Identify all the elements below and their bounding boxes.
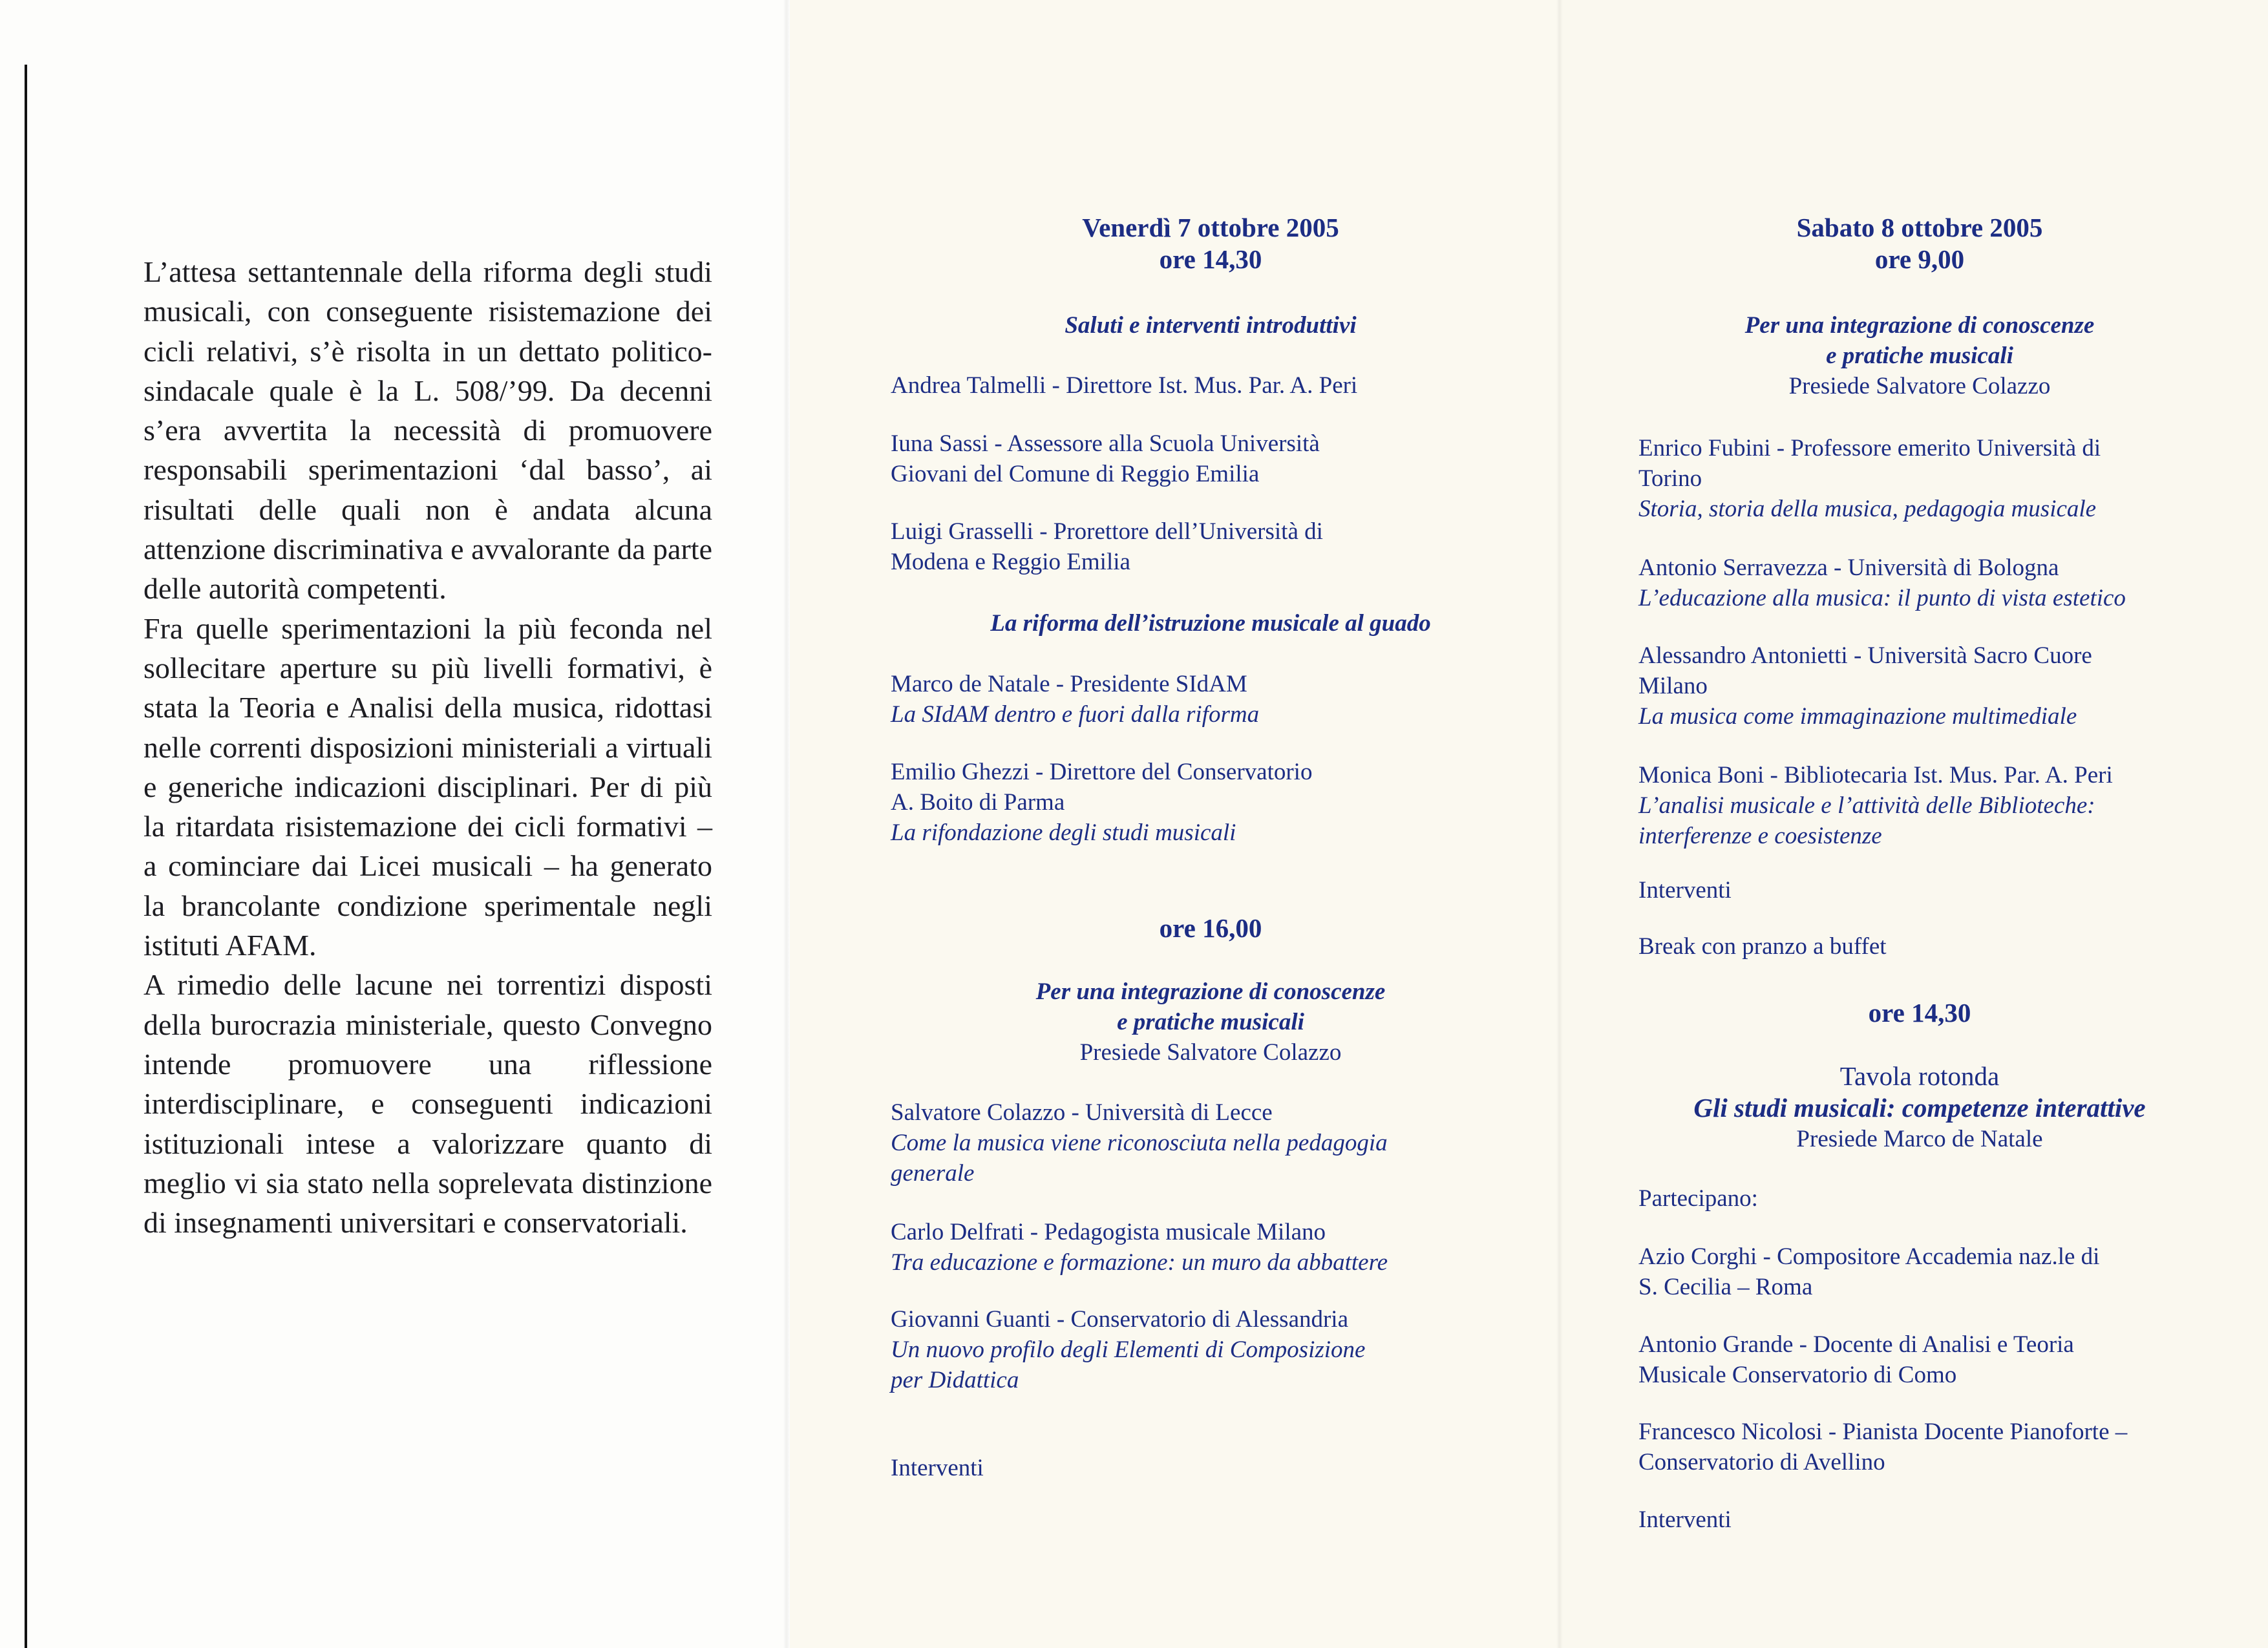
fold-line [1556, 0, 1563, 1648]
talk-entry: Alessandro Antonietti - Università Sacro Cuore Milano La musica come immaginazione multimediale [1638, 640, 2259, 732]
participants-label: Partecipano: [1638, 1185, 1758, 1212]
speaker-role: Musicale Conservatorio di Como [1638, 1362, 1957, 1388]
intro-paragraph: L’attesa settantennale della riforma degli studi musicali, con conseguente risistemazione dei cicli relativi, s’è risolta in un dettato politico-sindacale quale è la L. 508/’99. Da decenni s’era avvertita la necessità di promuovere responsabili sperimentazioni ‘dal basso’, ai risultati delle quali non è andata alcuna attenzione discriminativa e avvalorante da parte delle autorità competenti. [143, 255, 712, 606]
talk-entry: Carlo Delfrati - Pedagogista musicale Milano Tra educazione e formazione: un muro da abbattere [891, 1217, 1531, 1278]
talk-title: interferenze e coesistenze [1638, 823, 1882, 849]
speaker-role: Bibliotecaria Ist. Mus. Par. A. Peri [1784, 762, 2113, 788]
speaker-name: Antonio Grande [1638, 1331, 1794, 1358]
speaker-role: A. Boito di Parma [891, 789, 1065, 816]
speaker-role: Assessore alla Scuola Università [1006, 430, 1320, 457]
talk-title: per Didattica [891, 1367, 1019, 1393]
talk-entry: Giovanni Guanti - Conservatorio di Alessandria Un nuovo profilo degli Elementi di Composizione per Didattica [891, 1304, 1531, 1395]
talk-entry: Luigi Grasselli - Prorettore dell’Università di Modena e Reggio Emilia [891, 516, 1531, 577]
speaker-role: Università di Bologna [1847, 555, 2059, 581]
participant-entry: Antonio Grande - Docente di Analisi e Teoria Musicale Conservatorio di Como [1638, 1329, 2259, 1390]
speaker-name: Iuna Sassi [891, 430, 989, 457]
talk-entry: Antonio Serravezza - Università di Bologna L’educazione alla musica: il punto di vista estetico [1638, 553, 2259, 613]
participant-entry: Azio Corghi - Compositore Accademia naz.le di S. Cecilia – Roma [1638, 1241, 2259, 1302]
speaker-name: Andrea Talmelli [891, 372, 1046, 399]
speaker-name: Salvatore Colazzo [891, 1099, 1066, 1126]
session-title: Saluti e interventi introduttivi [1065, 312, 1357, 339]
talk-entry: Marco de Natale - Presidente SIdAM La SIdAM dentro e fuori dalla riforma [891, 669, 1531, 730]
speaker-role: Giovani del Comune di Reggio Emilia [891, 461, 1260, 487]
speaker-role: Direttore del Conservatorio [1049, 759, 1313, 785]
break-note: Break con pranzo a buffet [1638, 933, 1887, 960]
session-time: ore 9,00 [1874, 244, 1965, 274]
speaker-role: Docente di Analisi e Teoria [1813, 1331, 2074, 1358]
closing-note: Interventi [1638, 877, 1732, 903]
speaker-role: Torino [1638, 465, 1702, 492]
speaker-role: Direttore Ist. Mus. Par. A. Peri [1066, 372, 1358, 399]
speaker-role: Presidente SIdAM [1070, 671, 1247, 697]
talk-entry: Enrico Fubini - Professore emerito Università di Torino Storia, storia della musica, pedagogia musicale [1638, 433, 2259, 524]
intro-paragraph: Fra quelle sperimentazioni la più feconda nel sollecitare aperture su più livelli formativi, è stata la Teoria e Analisi della musica, ridottasi nelle correnti disposizioni ministeriali a virtuali e generiche indicazioni disciplinari. Per di più la ritardata risistemazione dei cicli formativi – a cominciare dai Licei musicali – ha generato la brancolante condizione sperimentale negli istituti AFAM. [143, 611, 712, 962]
session-chair: Presiede Salvatore Colazzo [1079, 1039, 1342, 1066]
intro-paragraph: A rimedio delle lacune nei torrentizi disposti della burocrazia ministeriale, questo Convegno intende promuovere una riflessione interdisciplinare, e conseguenti indicazioni istituzionali intese a valorizzare quanto di meglio vi sia stato nella soprelevata distinzione di insegnamenti universitari e conservatoriali. [143, 968, 712, 1240]
speaker-name: Luigi Grasselli [891, 518, 1033, 545]
speaker-role: Milano [1638, 673, 1708, 699]
session-time: ore 16,00 [1159, 913, 1262, 943]
fold-line [783, 0, 790, 1648]
talk-entry: Andrea Talmelli - Direttore Ist. Mus. Par. A. Peri [891, 372, 1358, 399]
speaker-name: Francesco Nicolosi [1638, 1419, 1823, 1445]
speaker-name: Marco de Natale [891, 671, 1050, 697]
speaker-role: Prorettore dell’Università di [1053, 518, 1323, 545]
speaker-role: Pianista Docente Pianoforte – [1842, 1419, 2128, 1445]
speaker-name: Monica Boni [1638, 762, 1765, 788]
talk-entry: Monica Boni - Bibliotecaria Ist. Mus. Par. A. Peri L’analisi musicale e l’attività delle Biblioteche: interferenze e coesistenze [1638, 760, 2259, 851]
session-header [1638, 310, 2201, 401]
speaker-role: Conservatorio di Avellino [1638, 1449, 1885, 1475]
speaker-name: Giovanni Guanti [891, 1306, 1051, 1333]
speaker-role: S. Cecilia – Roma [1638, 1274, 1813, 1300]
session-title: e pratiche musicali [1117, 1009, 1304, 1035]
speaker-role: Professore emerito Università di [1790, 435, 2101, 461]
talk-title: Storia, storia della musica, pedagogia musicale [1638, 496, 2097, 522]
speaker-role: Università di Lecce [1085, 1099, 1273, 1126]
talk-title: L’analisi musicale e l’attività delle Biblioteche: [1638, 792, 2095, 819]
talk-title: Come la musica viene riconosciuta nella pedagogia [891, 1130, 1388, 1156]
session-time: ore 14,30 [1159, 244, 1262, 274]
talk-entry: Iuna Sassi - Assessore alla Scuola Università Giovani del Comune di Reggio Emilia [891, 428, 1531, 489]
talk-entry: Emilio Ghezzi - Direttore del Conservatorio A. Boito di Parma La rifondazione degli studi musicali [891, 757, 1531, 848]
session-chair: Presiede Salvatore Colazzo [1788, 373, 2051, 399]
roundtable-header [1638, 1061, 2201, 1154]
talk-title: L’educazione alla musica: il punto di vista estetico [1638, 585, 2126, 611]
session-title: La riforma dell’istruzione musicale al guado [990, 610, 1431, 637]
session-title: e pratiche musicali [1826, 343, 2013, 369]
speaker-name: Enrico Fubini [1638, 435, 1771, 461]
session-chair: Presiede Marco de Natale [1796, 1126, 2043, 1152]
session-title: Per una integrazione di conoscenze [1035, 978, 1386, 1005]
talk-entry: Salvatore Colazzo - Università di Lecce Come la musica viene riconosciuta nella pedagogia generale [891, 1097, 1531, 1188]
speaker-name: Emilio Ghezzi [891, 759, 1030, 785]
talk-title: Un nuovo profilo degli Elementi di Composizione [891, 1336, 1366, 1363]
speaker-role: Modena e Reggio Emilia [891, 549, 1130, 575]
speaker-name: Carlo Delfrati [891, 1219, 1024, 1245]
speaker-name: Antonio Serravezza [1638, 555, 1828, 581]
roundtable-title: Gli studi musicali: competenze interattive [1693, 1093, 2146, 1123]
talk-title: Tra educazione e formazione: un muro da abbattere [891, 1249, 1388, 1276]
session-time: ore 14,30 [1868, 998, 1971, 1028]
talk-title: La rifondazione degli studi musicali [891, 819, 1236, 846]
speaker-role: Pedagogista musicale Milano [1044, 1219, 1326, 1245]
closing-note: Interventi [1638, 1506, 1732, 1533]
day-date: Venerdì 7 ottobre 2005 [1082, 213, 1339, 242]
speaker-role: Conservatorio di Alessandria [1070, 1306, 1349, 1333]
day-date: Sabato 8 ottobre 2005 [1796, 213, 2043, 242]
closing-note: Interventi [891, 1455, 984, 1481]
participant-entry: Francesco Nicolosi - Pianista Docente Pianoforte – Conservatorio di Avellino [1638, 1417, 2259, 1477]
roundtable-label: Tavola rotonda [1839, 1061, 2000, 1091]
intro-text [143, 252, 712, 1242]
page-edge-line [25, 65, 27, 1648]
speaker-name: Alessandro Antonietti [1638, 642, 1848, 669]
talk-title: La musica come immaginazione multimediale [1638, 703, 2077, 730]
talk-title: generale [891, 1160, 975, 1187]
speaker-name: Azio Corghi [1638, 1243, 1757, 1270]
speaker-role: Compositore Accademia naz.le di [1777, 1243, 2100, 1270]
session-header [891, 977, 1531, 1068]
session-title: Per una integrazione di conoscenze [1744, 312, 2095, 339]
speaker-role: Università Sacro Cuore [1867, 642, 2092, 669]
talk-title: La SIdAM dentro e fuori dalla riforma [891, 701, 1260, 728]
